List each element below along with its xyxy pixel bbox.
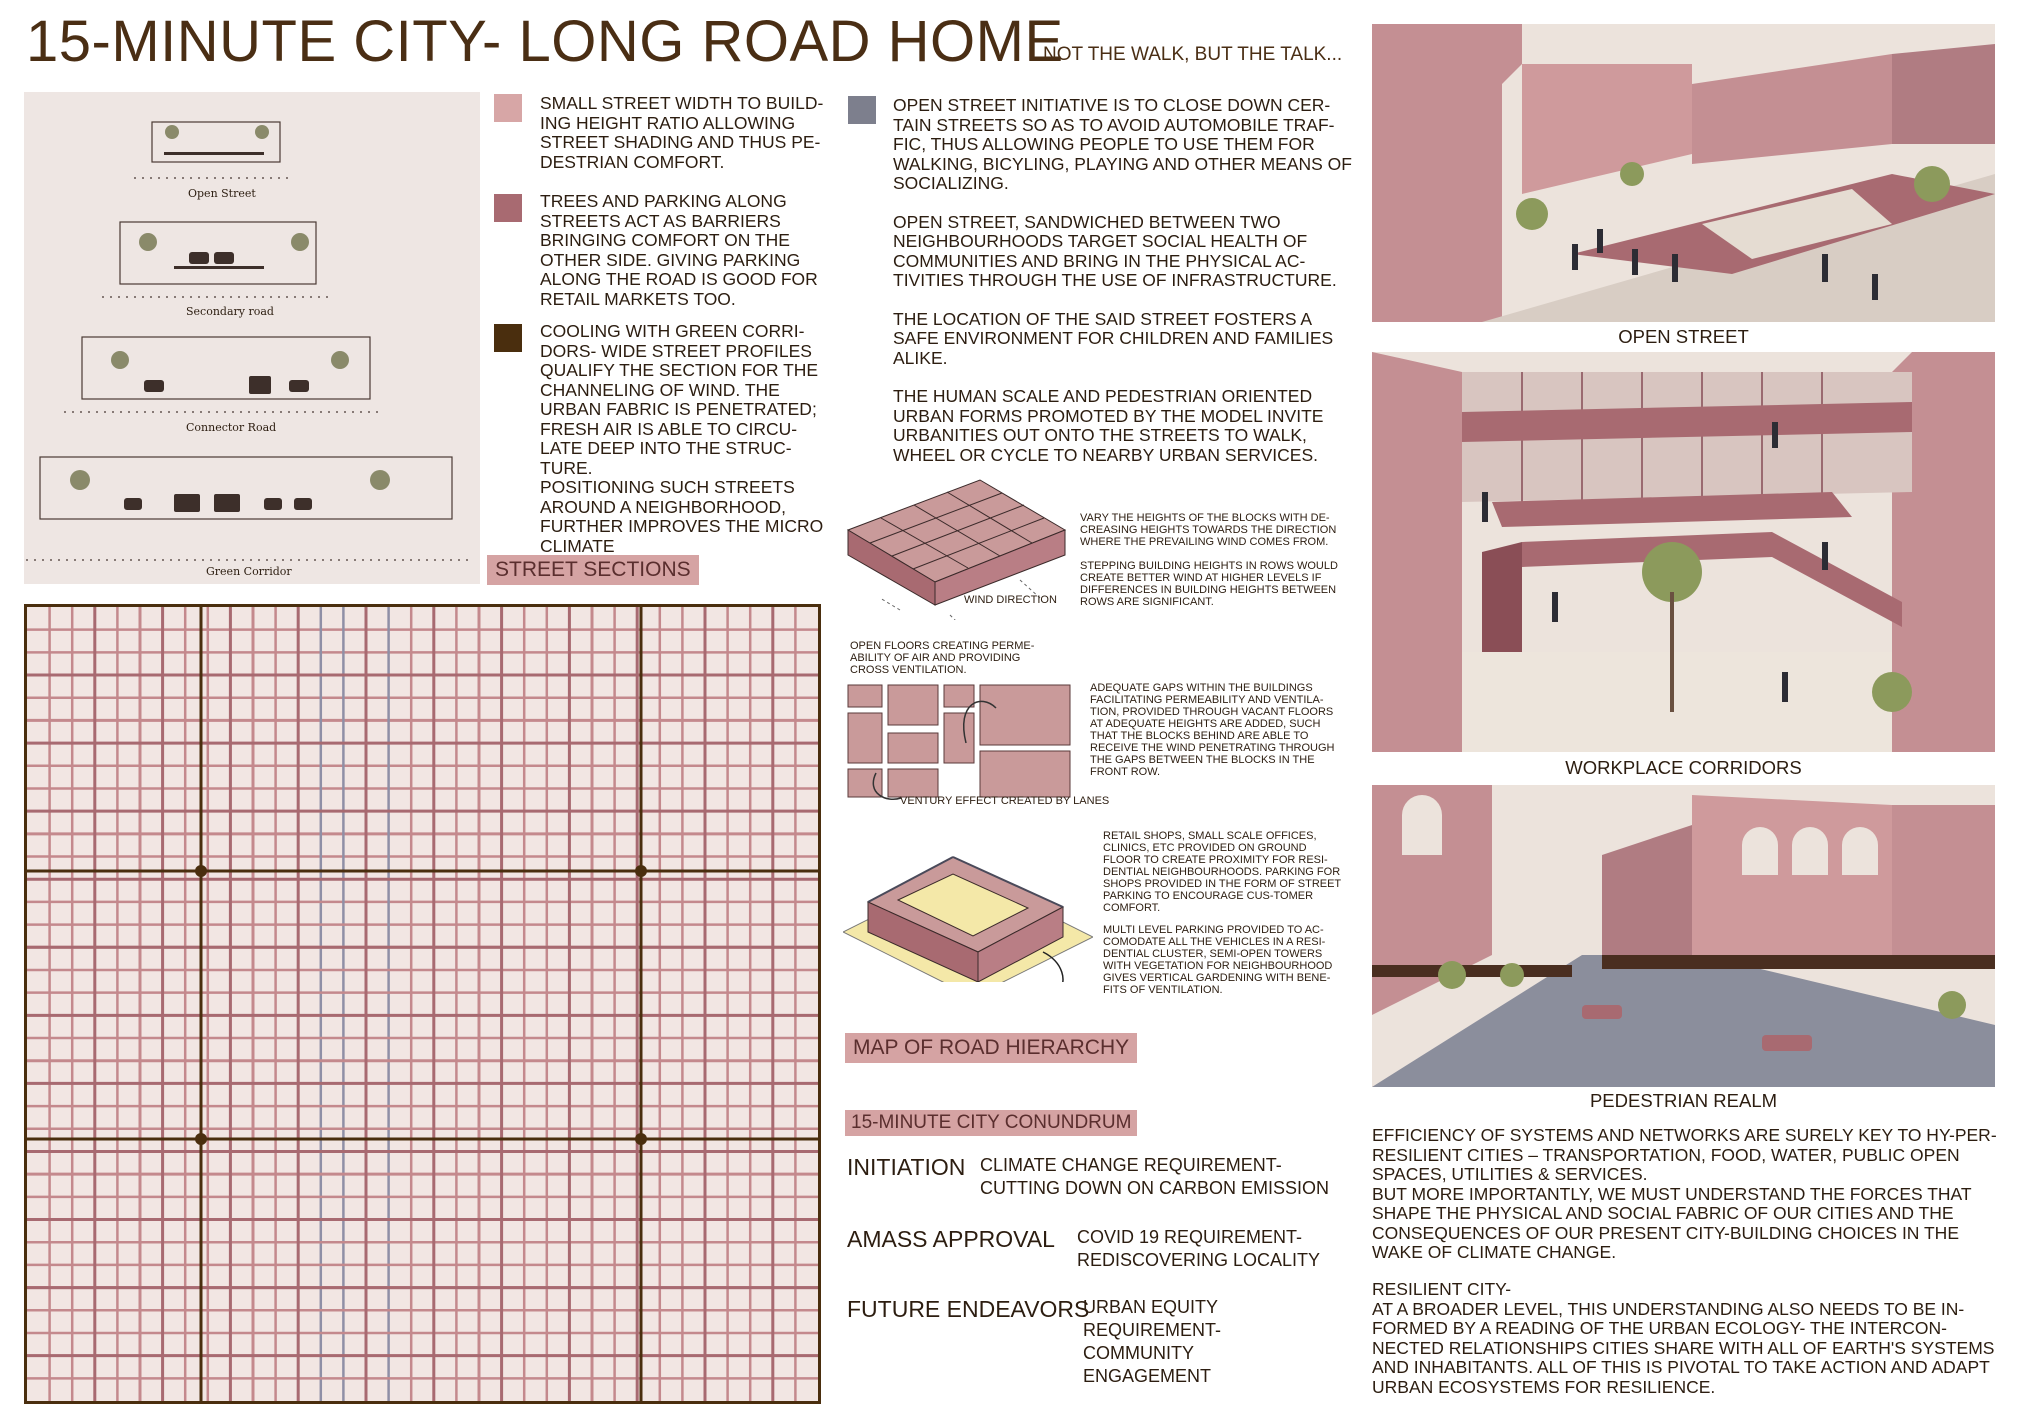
legend-swatch-mauve [494,194,522,222]
section-label-connector-road: Connector Road [186,421,277,434]
conundrum-right-1: CLIMATE CHANGE REQUIREMENT- CUTTING DOWN ON CARBON EMISSION [980,1155,1330,1198]
conundrum-left-3: FUTURE ENDEAVORS [847,1296,1090,1322]
section-label-open-street: Open Street [188,187,256,200]
pedestrian-realm-caption: PEDESTRIAN REALM [1589,1090,1778,1111]
diagram2-bottom-text: VENTURY EFFECT CREATED BY LANES [900,795,1110,807]
block-plan-diagram [846,683,1076,803]
closing-paragraph-1: EFFICIENCY OF SYSTEMS AND NETWORKS ARE SURELY KEY TO HY-PER-RESILIENT CITIES – TRANSPORTATION, FOOD, WATER, PUBLIC OPEN SPACES, UTILITIES & SERVICES. BUT MORE IMPORTANTLY, WE MUST UNDERSTAND THE FORCES THAT SHAPE THE PHYSICAL AND SOCIAL FABRIC OF OUR CITIES AND THE CONSEQUENCES OF OUR PRESENT CITY-BUILDING CHOICES IN THE WAKE OF CLIMATE CHANGE. [1372,1125,1997,1262]
street-sections-drawing [24,92,480,584]
legend-swatch-brown [494,324,522,352]
map-background [24,604,821,1404]
diagram1-text-b: STEPPING BUILDING HEIGHTS IN ROWS WOULD CREATE BETTER WIND AT HIGHER LEVELS IF DIFFERENCES IN BUILDING HEIGHTS BETWEEN ROWS ARE SIGNIFICANT. [1080,560,1338,608]
closing-paragraph-2: RESILIENT CITY- AT A BROADER LEVEL, THIS UNDERSTANDING ALSO NEEDS TO BE IN-FORMED BY A READING OF THE URBAN ECOLOGY- THE INTERCON-NECTED RELATIONSHIPS CITIES SHARE WITH ALL OF EARTH'S SYSTEMS AND INHABITANTS. ALL OF THIS IS PIVOTAL TO TAKE ACTION AND ADAPT URBAN ECOSYSTEMS FOR RESILIENCE. [1372,1279,1995,1397]
conundrum-left-1: INITIATION [847,1154,966,1180]
intersection-node [195,1133,207,1145]
workplace-corridors-render [1372,352,1995,752]
open-street-paragraph: THE LOCATION OF THE SAID STREET FOSTERS A SAFE ENVIRONMENT FOR CHILDREN AND FAMILIES ALIKE. [893,308,1334,368]
open-street-paragraph: THE HUMAN SCALE AND PEDESTRIAN ORIENTED URBAN FORMS PROMOTED BY THE MODEL INVITE URBANITIES OUT ONTO THE STREETS TO WALK, WHEEL OR CYCLE TO NEARBY URBAN SERVICES. [893,386,1324,465]
diagram1-text-a: VARY THE HEIGHTS OF THE BLOCKS WITH DE-CREASING HEIGHTS TOWARDS THE DIRECTION WHERE THE PREVAILING WIND COMES FROM. [1080,512,1337,548]
legend-text-2: TREES AND PARKING ALONG STREETS ACT AS BARRIERS BRINGING COMFORT ON THE OTHER SIDE. GIVING PARKING ALONG THE ROAD IS GOOD FOR RETAIL MARKETS TOO. [540,191,818,309]
workplace-corridors-caption: WORKPLACE CORRIDORS [1565,757,1802,778]
conundrum-right-2: COVID 19 REQUIREMENT- REDISCOVERING LOCALITY [1077,1227,1321,1270]
open-street-swatch [848,96,876,124]
section-label-secondary-road: Secondary road [186,305,274,318]
intersection-node [635,1133,647,1145]
conundrum-right-3: URBAN EQUITY REQUIREMENT- COMMUNITY ENGAGEMENT [1083,1297,1222,1386]
legend-text-3: COOLING WITH GREEN CORRI-DORS- WIDE STREET PROFILES QUALIFY THE SECTION FOR THE CHANNELING OF WIND. THE URBAN FABRIC IS PENETRATED; FRESH AIR IS ABLE TO CIRCU-LATE DEEP INTO THE STRUC-TURE. POSITIONING SUCH STREETS AROUND A NEIGHBORHOOD, FURTHER IMPROVES THE MICRO CLIMATE [540,321,824,556]
section-label-green-corridor: Green Corridor [206,565,292,578]
conundrum-tag: 15-MINUTE CITY CONUNDRUM [845,1110,1137,1136]
open-street-paragraph: OPEN STREET INITIATIVE IS TO CLOSE DOWN CER-TAIN STREETS SO AS TO AVOID AUTOMOBILE TRAF-FIC, THUS ALLOWING PEOPLE TO USE THEM FOR WALKING, BICYLING, PLAYING AND OTHER MEANS OF SOCIALIZING. [893,95,1352,193]
diagram2-top-text: OPEN FLOORS CREATING PERME-ABILITY OF AIR AND PROVIDING CROSS VENTILATION. [850,640,1035,676]
page-subtitle: NOT THE WALK, BUT THE TALK... [1043,44,1343,65]
open-street-caption: OPEN STREET [1618,326,1749,347]
intersection-node [635,865,647,877]
map-of-road-hierarchy-tag: MAP OF ROAD HIERARCHY [845,1033,1137,1063]
diagram2-right-text: ADEQUATE GAPS WITHIN THE BUILDINGS FACILITATING PERMEABILITY AND VENTILA-TION, PROVIDED THROUGH VACANT FLOORS AT ADEQUATE HEIGHTS ARE ADDED, SUCH THAT THE BLOCKS BEHIND ARE ABLE TO RECEIVE THE WIND PENETRATING THROUGH THE GAPS BETWEEN THE BLOCKS IN THE FRONT ROW. [1090,682,1335,778]
intersection-node [195,865,207,877]
road-hierarchy-map [24,604,821,1404]
page-title: 15-MINUTE CITY- LONG ROAD HOME [26,9,1064,74]
open-street-text [893,96,1353,465]
diagram3-text-b: MULTI LEVEL PARKING PROVIDED TO AC-COMODATE ALL THE VEHICLES IN A RESI-DENTIAL CLUSTER, SEMI-OPEN TOWERS WITH VEGETATION FOR NEIGHBOURHOOD GIVES VERTICAL GARDENING WITH BENE-FITS OF VENTILATION. [1103,924,1333,996]
legend-swatch-rose [494,94,522,122]
legend-text-1: SMALL STREET WIDTH TO BUILD-ING HEIGHT RATIO ALLOWING STREET SHADING AND THUS PE-DESTRIAN COMFORT. [540,93,824,172]
wind-direction-label: WIND DIRECTION [964,594,1057,606]
street-sections-panel [24,92,480,584]
diagram3-text-a: RETAIL SHOPS, SMALL SCALE OFFICES, CLINICS, ETC PROVIDED ON GROUND FLOOR TO CREATE PROXIMITY FOR RESI-DENTIAL NEIGHBOURHOODS. PARKING FOR SHOPS PROVIDED IN THE FORM OF STREET PARKING TO ENCOURAGE CUS-TOMER COMFORT. [1103,830,1341,914]
open-street-render [1372,24,1995,322]
courtyard-block-diagram [843,832,1093,982]
open-street-paragraph: OPEN STREET, SANDWICHED BETWEEN TWO NEIGHBOURHOODS TARGET SOCIAL HEALTH OF COMMUNITIES AND BRING IN THE PHYSICAL AC-TIVITIES THROUGH THE USE OF INFRASTRUCTURE. [893,211,1337,290]
street-sections-tag: STREET SECTIONS [487,555,699,585]
conundrum-left-2: AMASS APPROVAL [847,1226,1055,1252]
pedestrian-realm-render [1372,785,1995,1087]
